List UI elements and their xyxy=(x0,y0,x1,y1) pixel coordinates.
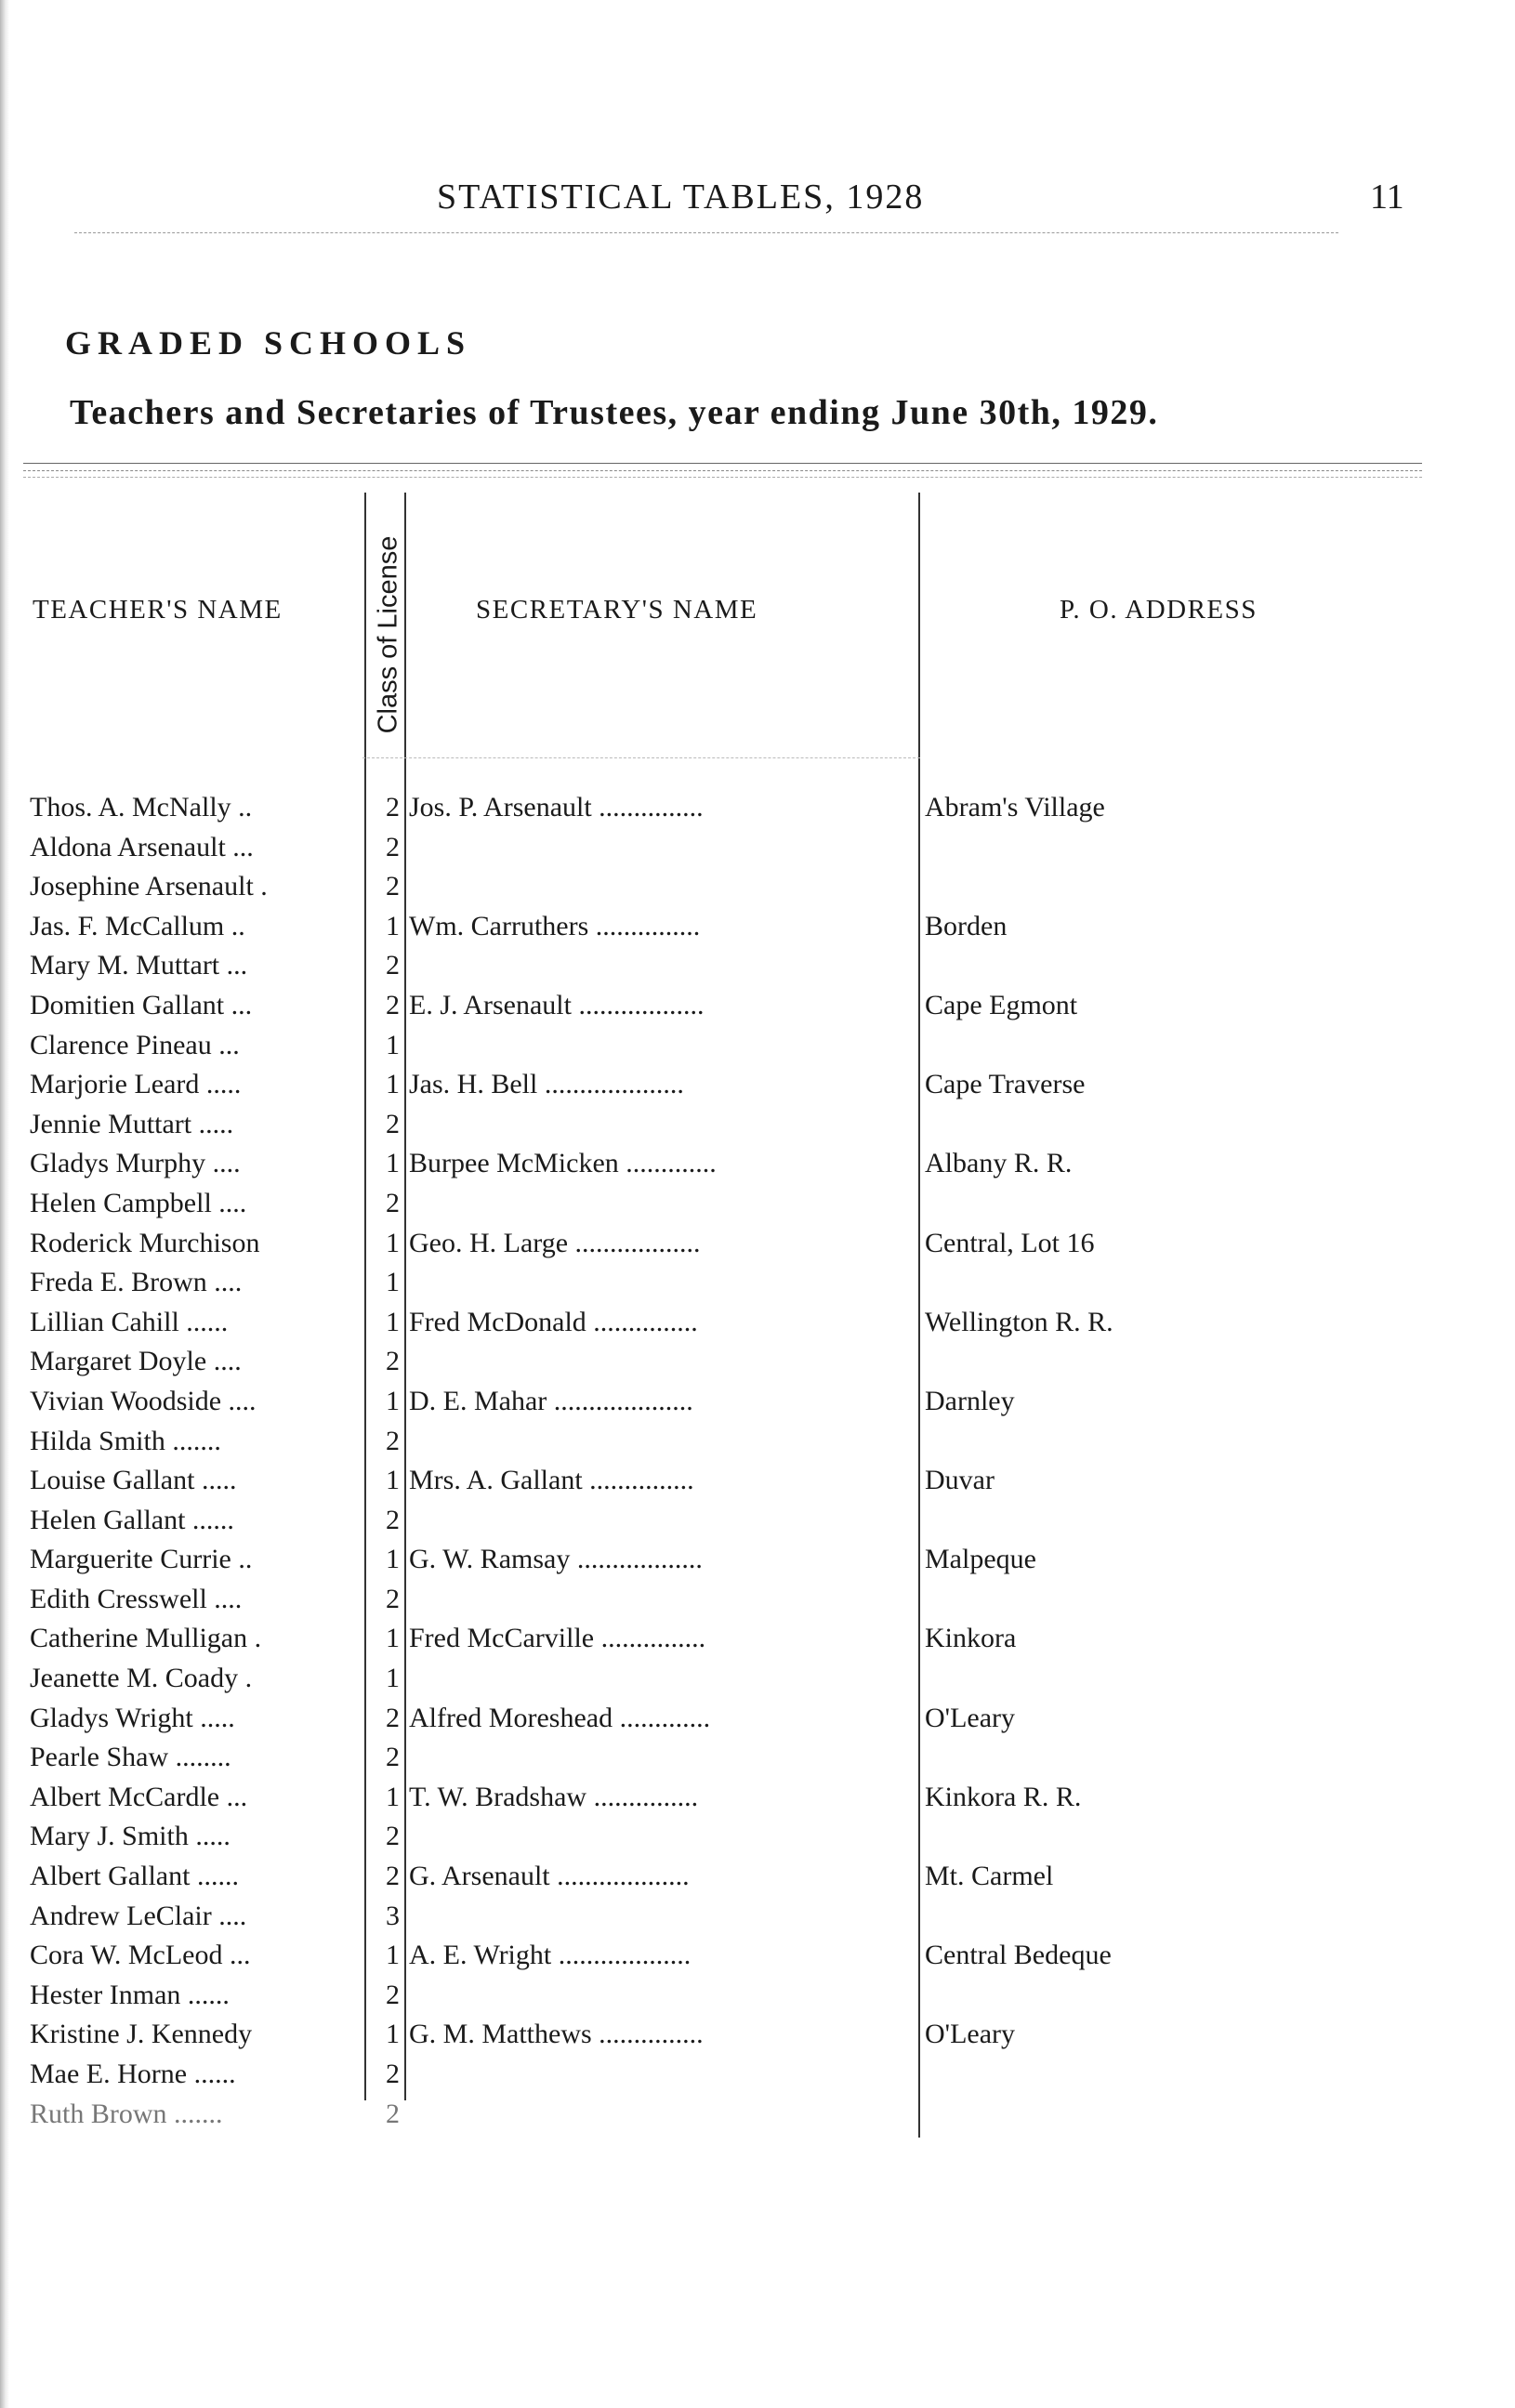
license-class-cell: 2 xyxy=(386,792,400,822)
po-address-cell: Kinkora xyxy=(925,1623,1017,1654)
po-address-cell: Malpeque xyxy=(925,1544,1036,1575)
teacher-name-cell: Mary J. Smith ..... xyxy=(30,1821,231,1852)
teacher-name-cell: Mary M. Muttart ... xyxy=(30,950,248,981)
table-row xyxy=(0,2095,1515,2135)
table-row xyxy=(0,2015,1515,2055)
table-row xyxy=(0,1976,1515,2016)
license-class-cell: 1 xyxy=(386,1544,400,1575)
teacher-name-cell: Helen Gallant ...... xyxy=(30,1504,234,1535)
running-title: STATISTICAL TABLES, 1928 xyxy=(437,178,925,217)
teacher-name-cell: Andrew LeClair .... xyxy=(30,1900,247,1931)
table-body xyxy=(0,788,1515,2134)
teacher-name-cell: Albert McCardle ... xyxy=(30,1781,248,1812)
license-class-cell: 1 xyxy=(386,2019,400,2050)
table-row xyxy=(0,946,1515,986)
table-row xyxy=(0,2055,1515,2095)
table-row xyxy=(0,1263,1515,1303)
license-class-cell: 2 xyxy=(386,1702,400,1733)
secretary-name-cell: Geo. H. Large .................. xyxy=(409,1227,701,1258)
teacher-name-cell: Margaret Doyle .... xyxy=(30,1346,242,1377)
column-header-secretary: SECRETARY'S NAME xyxy=(476,595,758,625)
teacher-name-cell: Albert Gallant ...... xyxy=(30,1861,239,1892)
secretary-name-cell: Jas. H. Bell .................... xyxy=(409,1069,684,1100)
license-class-cell: 2 xyxy=(386,1742,400,1773)
table-row xyxy=(0,1144,1515,1184)
table-row xyxy=(0,907,1515,947)
table-row xyxy=(0,1619,1515,1659)
table-row xyxy=(0,1184,1515,1224)
secretary-name-cell: E. J. Arsenault .................. xyxy=(409,989,705,1020)
table-row xyxy=(0,1461,1515,1501)
license-class-cell: 1 xyxy=(386,910,400,941)
table-row xyxy=(0,1659,1515,1699)
table-row xyxy=(0,1105,1515,1145)
license-class-cell: 2 xyxy=(386,1861,400,1892)
po-address-cell: Central, Lot 16 xyxy=(925,1227,1095,1258)
table-row xyxy=(0,986,1515,1026)
license-class-cell: 1 xyxy=(386,1940,400,1971)
table-row xyxy=(0,1501,1515,1541)
header-rule xyxy=(74,232,1338,233)
license-class-cell: 1 xyxy=(386,1781,400,1812)
table-top-rule-2 xyxy=(23,470,1422,471)
table-row xyxy=(0,788,1515,828)
license-class-cell: 1 xyxy=(386,1148,400,1179)
teacher-name-cell: Cora W. McLeod ... xyxy=(30,1940,251,1971)
teacher-name-cell: Thos. A. McNally .. xyxy=(30,792,253,822)
teacher-name-cell: Jennie Muttart ..... xyxy=(30,1108,234,1139)
po-address-cell: O'Leary xyxy=(925,2019,1016,2050)
teacher-name-cell: Ruth Brown ....... xyxy=(30,2098,223,2129)
po-address-cell: Duvar xyxy=(925,1465,995,1496)
table-row xyxy=(0,1699,1515,1739)
teacher-name-cell: Catherine Mulligan . xyxy=(30,1623,262,1654)
table-row xyxy=(0,1897,1515,1937)
license-class-cell: 2 xyxy=(386,989,400,1020)
table-row xyxy=(0,1342,1515,1382)
secretary-name-cell: A. E. Wright ................... xyxy=(409,1940,692,1971)
table-row xyxy=(0,1778,1515,1818)
teacher-name-cell: Helen Campbell .... xyxy=(30,1187,247,1218)
po-address-cell: Albany R. R. xyxy=(925,1148,1073,1179)
license-class-cell: 1 xyxy=(386,1663,400,1694)
teacher-name-cell: Josephine Arsenault . xyxy=(30,871,268,902)
teacher-name-cell: Hester Inman ...... xyxy=(30,1979,230,2010)
table-row xyxy=(0,1936,1515,1976)
table-row xyxy=(0,1540,1515,1580)
teacher-name-cell: Vivian Woodside .... xyxy=(30,1385,257,1416)
license-class-cell: 1 xyxy=(386,1623,400,1654)
license-class-cell: 1 xyxy=(386,1385,400,1416)
table-row xyxy=(0,1026,1515,1066)
secretary-name-cell: Fred McCarville ............... xyxy=(409,1623,706,1654)
header-divider xyxy=(362,757,920,758)
license-class-cell: 2 xyxy=(386,1504,400,1535)
license-class-cell: 2 xyxy=(386,950,400,981)
teacher-name-cell: Aldona Arsenault ... xyxy=(30,831,254,862)
table-row xyxy=(0,1303,1515,1343)
teacher-name-cell: Gladys Wright ..... xyxy=(30,1702,235,1733)
table-row xyxy=(0,1422,1515,1462)
license-class-cell: 2 xyxy=(386,2059,400,2089)
table-row xyxy=(0,1817,1515,1857)
license-class-cell: 1 xyxy=(386,1029,400,1060)
license-class-cell: 2 xyxy=(386,1821,400,1852)
secretary-name-cell: Mrs. A. Gallant ............... xyxy=(409,1465,694,1496)
running-header xyxy=(0,177,1515,223)
table-row xyxy=(0,1382,1515,1422)
po-address-cell: Wellington R. R. xyxy=(925,1306,1113,1337)
secretary-name-cell: T. W. Bradshaw ............... xyxy=(409,1781,699,1812)
license-class-cell: 2 xyxy=(386,871,400,902)
po-address-cell: Borden xyxy=(925,910,1008,941)
teacher-name-cell: Marjorie Leard ..... xyxy=(30,1069,242,1100)
secretary-name-cell: G. Arsenault ................... xyxy=(409,1861,690,1892)
license-class-cell: 1 xyxy=(386,1267,400,1298)
table-row xyxy=(0,1224,1515,1264)
teacher-name-cell: Freda E. Brown .... xyxy=(30,1267,243,1298)
license-class-cell: 2 xyxy=(386,831,400,862)
table-row xyxy=(0,1857,1515,1897)
table-row xyxy=(0,828,1515,868)
po-address-cell: Central Bedeque xyxy=(925,1940,1112,1971)
teacher-name-cell: Marguerite Currie .. xyxy=(30,1544,253,1575)
secretary-name-cell: Wm. Carruthers ............... xyxy=(409,910,701,941)
teacher-name-cell: Jeanette M. Coady . xyxy=(30,1663,253,1694)
secretary-name-cell: Alfred Moreshead ............. xyxy=(409,1702,711,1733)
license-class-cell: 2 xyxy=(386,1583,400,1614)
po-address-cell: Darnley xyxy=(925,1385,1015,1416)
po-address-cell: O'Leary xyxy=(925,1702,1016,1733)
po-address-cell: Cape Traverse xyxy=(925,1069,1086,1100)
page-number: 11 xyxy=(1370,178,1404,217)
teacher-name-cell: Domitien Gallant ... xyxy=(30,989,253,1020)
teacher-name-cell: Clarence Pineau ... xyxy=(30,1029,240,1060)
secretary-name-cell: Jos. P. Arsenault ............... xyxy=(409,792,704,822)
teacher-name-cell: Hilda Smith ....... xyxy=(30,1425,221,1456)
section-title: GRADED SCHOOLS xyxy=(65,324,472,362)
teacher-name-cell: Kristine J. Kennedy xyxy=(30,2019,253,2050)
license-class-cell: 3 xyxy=(386,1900,400,1931)
secretary-name-cell: D. E. Mahar .................... xyxy=(409,1385,693,1416)
teacher-name-cell: Roderick Murchison xyxy=(30,1227,260,1258)
table-row xyxy=(0,1738,1515,1778)
teacher-name-cell: Mae E. Horne ...... xyxy=(30,2059,236,2089)
license-class-cell: 2 xyxy=(386,1108,400,1139)
secretary-name-cell: Burpee McMicken ............. xyxy=(409,1148,717,1179)
license-class-cell: 2 xyxy=(386,2098,400,2129)
column-header-address: P. O. ADDRESS xyxy=(1060,595,1258,625)
teacher-name-cell: Louise Gallant ..... xyxy=(30,1465,237,1496)
po-address-cell: Kinkora R. R. xyxy=(925,1781,1082,1812)
teacher-name-cell: Pearle Shaw ........ xyxy=(30,1742,231,1773)
secretary-name-cell: G. M. Matthews ............... xyxy=(409,2019,704,2050)
teacher-name-cell: Gladys Murphy .... xyxy=(30,1148,241,1179)
license-class-cell: 2 xyxy=(386,1425,400,1456)
column-header-teacher: TEACHER'S NAME xyxy=(33,595,283,625)
license-class-cell: 1 xyxy=(386,1306,400,1337)
license-class-cell: 2 xyxy=(386,1346,400,1377)
license-class-cell: 2 xyxy=(386,1187,400,1218)
secretary-name-cell: G. W. Ramsay .................. xyxy=(409,1544,703,1575)
license-class-cell: 1 xyxy=(386,1227,400,1258)
license-class-cell: 2 xyxy=(386,1979,400,2010)
teacher-name-cell: Edith Cresswell .... xyxy=(30,1583,243,1614)
license-class-cell: 1 xyxy=(386,1465,400,1496)
table-row xyxy=(0,867,1515,907)
section-subtitle: Teachers and Secretaries of Trustees, year ending June 30th, 1929. xyxy=(70,393,1159,432)
po-address-cell: Cape Egmont xyxy=(925,989,1078,1020)
table-row xyxy=(0,1065,1515,1105)
table-top-rule-3 xyxy=(23,477,1422,478)
column-header-license xyxy=(361,511,416,757)
teacher-name-cell: Lillian Cahill ...... xyxy=(30,1306,229,1337)
po-address-cell: Abram's Village xyxy=(925,792,1105,822)
column-header-license-label: Class of License xyxy=(373,535,403,733)
po-address-cell: Mt. Carmel xyxy=(925,1861,1054,1892)
teacher-name-cell: Jas. F. McCallum .. xyxy=(30,910,245,941)
table-row xyxy=(0,1580,1515,1620)
secretary-name-cell: Fred McDonald ............... xyxy=(409,1306,698,1337)
license-class-cell: 1 xyxy=(386,1069,400,1100)
table-top-rule xyxy=(23,463,1422,464)
